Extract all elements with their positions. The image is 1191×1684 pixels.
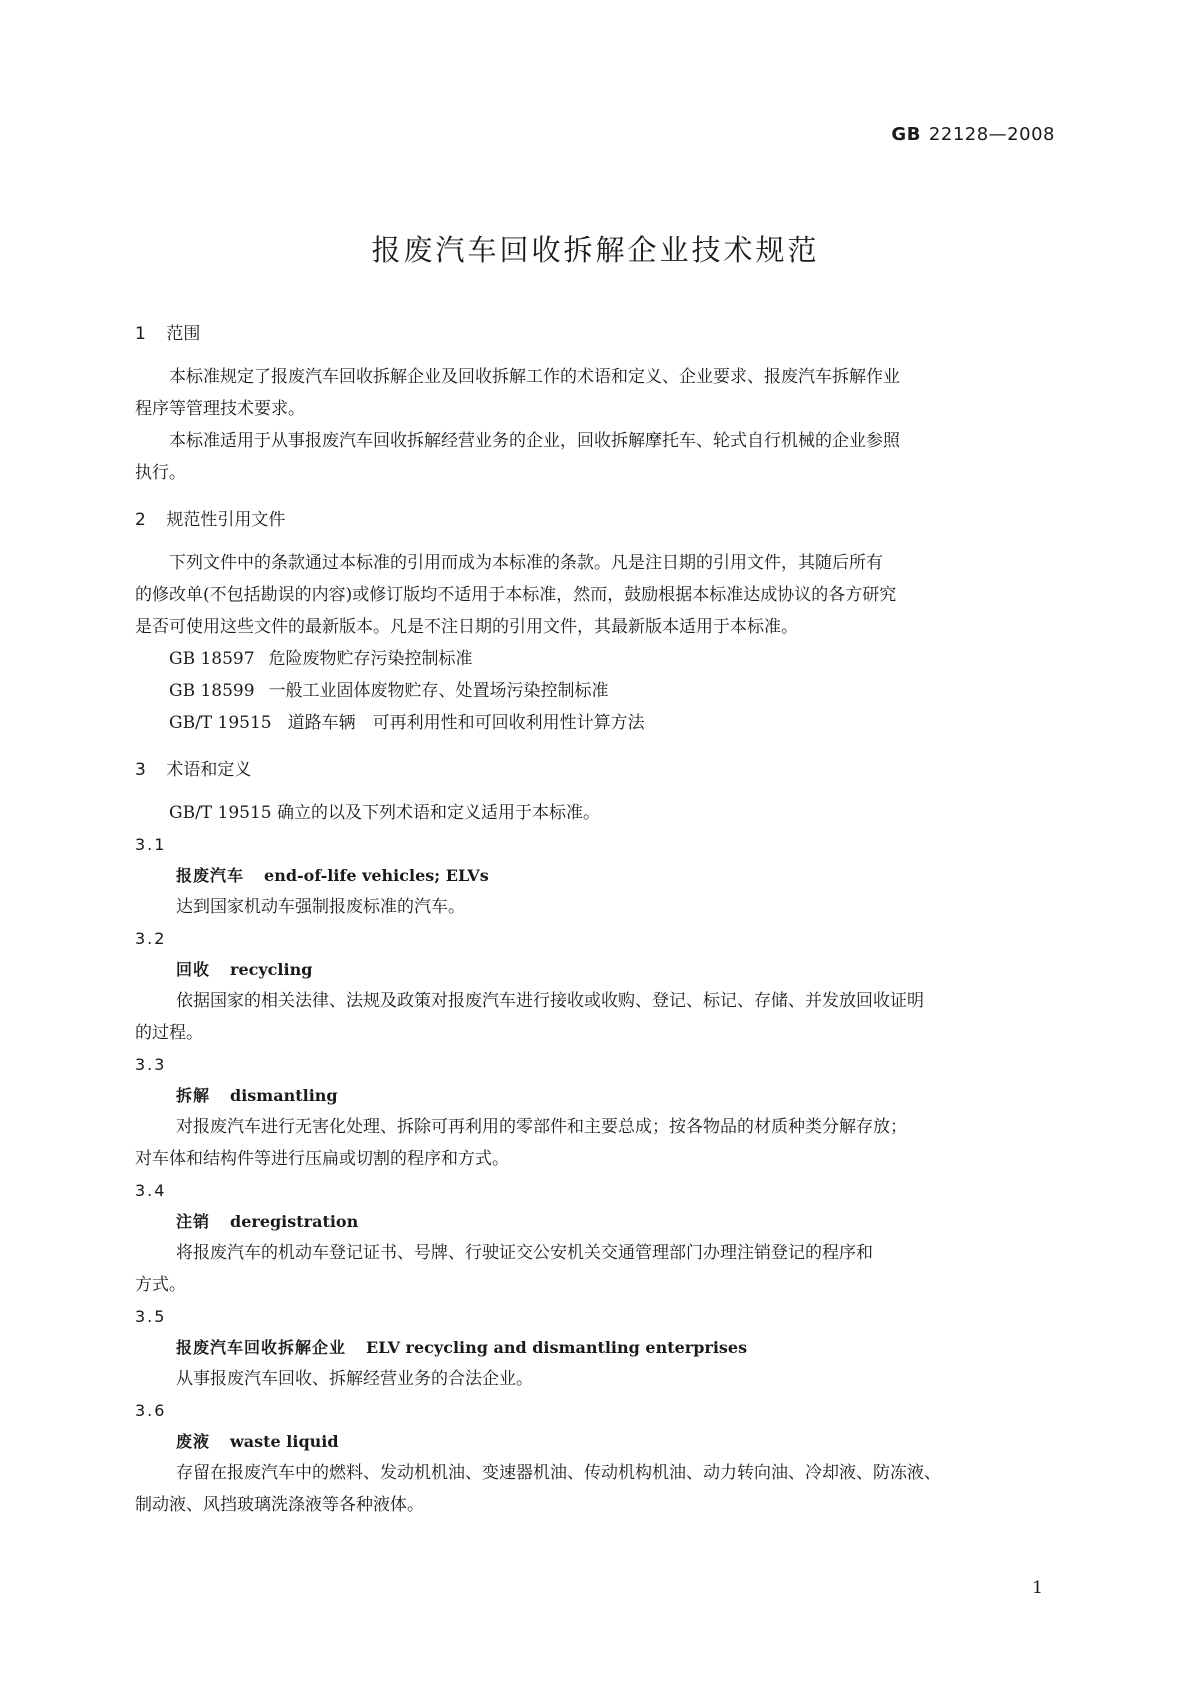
term-definition (135, 985, 1055, 1049)
term-en: waste liquid (230, 1432, 339, 1451)
term-zh: 报废汽车回收拆解企业 (176, 1338, 347, 1357)
reference-title: 危险废物贮存污染控制标准 (268, 649, 473, 669)
paragraph (135, 579, 1055, 611)
term-entry (135, 1332, 1055, 1363)
reference-item (135, 675, 1055, 707)
term-entry (135, 1426, 1055, 1457)
term-en: end-of-life vehicles; ELVs (264, 866, 489, 885)
term-entry (135, 954, 1055, 985)
term-definition (135, 891, 1055, 923)
page-number: 1 (1032, 1578, 1043, 1598)
term-zh: 废液 (176, 1432, 211, 1451)
paragraph-line: GB/T 19515 确立的以及下列术语和定义适用于本标准。 (169, 803, 601, 823)
reference-code: GB 18597 (169, 649, 255, 669)
term-en: recycling (230, 960, 313, 979)
paragraph-line: 是否可使用这些文件的最新版本。凡是不注日期的引用文件，其最新版本适用于本标准。 (135, 617, 798, 637)
definition-line: 依据国家的相关法律、法规及政策对报废汽车进行接收或收购、登记、标记、存储、并发放回收证明 (176, 991, 924, 1011)
paragraph-line: 的修改单(不包括勘误的内容)或修订版均不适用于本标准，然而，鼓励根据本标准达成协议的各方研究 (135, 585, 897, 605)
section-title: 范围 (166, 324, 201, 344)
paragraph-line: 执行。 (135, 463, 186, 483)
clause-number: 3.5 (135, 1307, 167, 1326)
standard-code: 22128—2008 (928, 124, 1055, 145)
clause-number: 3.3 (135, 1055, 167, 1074)
term-definition (135, 1111, 1055, 1175)
section-heading-terms-definitions (135, 753, 1055, 787)
reference-code: GB 18599 (169, 681, 255, 701)
paragraph-line: 程序等管理技术要求。 (135, 399, 305, 419)
term-definition (135, 1237, 1055, 1301)
definition-line: 对报废汽车进行无害化处理、拆除可再利用的零部件和主要总成；按各物品的材质种类分解存放； (176, 1117, 907, 1137)
term-en: ELV recycling and dismantling enterprises (366, 1338, 748, 1357)
term-definition (135, 1363, 1055, 1395)
term-zh: 拆解 (176, 1086, 211, 1105)
clause-number: 3.6 (135, 1401, 167, 1420)
paragraph (135, 797, 1055, 829)
section-title: 规范性引用文件 (166, 510, 286, 530)
section-number: 2 (135, 510, 146, 530)
section-title: 术语和定义 (166, 760, 252, 780)
clause-number: 3.1 (135, 835, 167, 854)
term-zh: 报废汽车 (176, 866, 245, 885)
term-entry (135, 1206, 1055, 1237)
clause-number: 3.2 (135, 929, 167, 948)
definition-line: 达到国家机动车强制报废标准的汽车。 (176, 897, 465, 917)
section-number: 3 (135, 760, 146, 780)
reference-title: 道路车辆 可再利用性和可回收利用性计算方法 (287, 713, 645, 733)
paragraph (135, 611, 1055, 643)
paragraph-line: 下列文件中的条款通过本标准的引用而成为本标准的条款。凡是注日期的引用文件，其随后所有 (169, 553, 883, 573)
paragraph (135, 457, 1055, 489)
term-definition (135, 1457, 1055, 1521)
paragraph-line: 本标准适用于从事报废汽车回收拆解经营业务的企业，回收拆解摩托车、轮式自行机械的企业参照 (169, 431, 900, 451)
standard-prefix: GB (891, 124, 921, 145)
definition-line: 从事报废汽车回收、拆解经营业务的合法企业。 (176, 1369, 533, 1389)
term-zh: 回收 (176, 960, 211, 979)
clause-number: 3.4 (135, 1181, 167, 1200)
term-en: deregistration (230, 1212, 359, 1231)
paragraph (135, 393, 1055, 425)
document-title: 报废汽车回收拆解企业技术规范 (371, 233, 820, 267)
paragraph-line: 本标准规定了报废汽车回收拆解企业及回收拆解工作的术语和定义、企业要求、报废汽车拆解作业 (169, 367, 900, 387)
term-en: dismantling (230, 1086, 338, 1105)
section-heading-normative-references (135, 503, 1055, 537)
section-number: 1 (135, 324, 146, 344)
section-heading-scope (135, 317, 1055, 351)
reference-code: GB/T 19515 (169, 713, 272, 733)
definition-line: 方式。 (135, 1275, 186, 1295)
definition-line: 将报废汽车的机动车登记证书、号牌、行驶证交公安机关交通管理部门办理注销登记的程序和 (176, 1243, 873, 1263)
paragraph (135, 547, 1055, 579)
definition-line: 的过程。 (135, 1023, 203, 1043)
definition-line: 制动液、风挡玻璃洗涤液等各种液体。 (135, 1495, 424, 1515)
reference-item (135, 707, 1055, 739)
paragraph (135, 361, 1055, 393)
definition-line: 对车体和结构件等进行压扁或切割的程序和方式。 (135, 1149, 509, 1169)
reference-title: 一般工业固体废物贮存、处置场污染控制标准 (268, 681, 609, 701)
reference-item (135, 643, 1055, 675)
definition-line: 存留在报废汽车中的燃料、发动机机油、变速器机油、传动机构机油、动力转向油、冷却液、防冻液、 (176, 1463, 941, 1483)
term-zh: 注销 (176, 1212, 211, 1231)
term-entry (135, 860, 1055, 891)
document-body (135, 317, 1055, 1521)
term-entry (135, 1080, 1055, 1111)
paragraph (135, 425, 1055, 457)
standard-number (891, 124, 1055, 145)
